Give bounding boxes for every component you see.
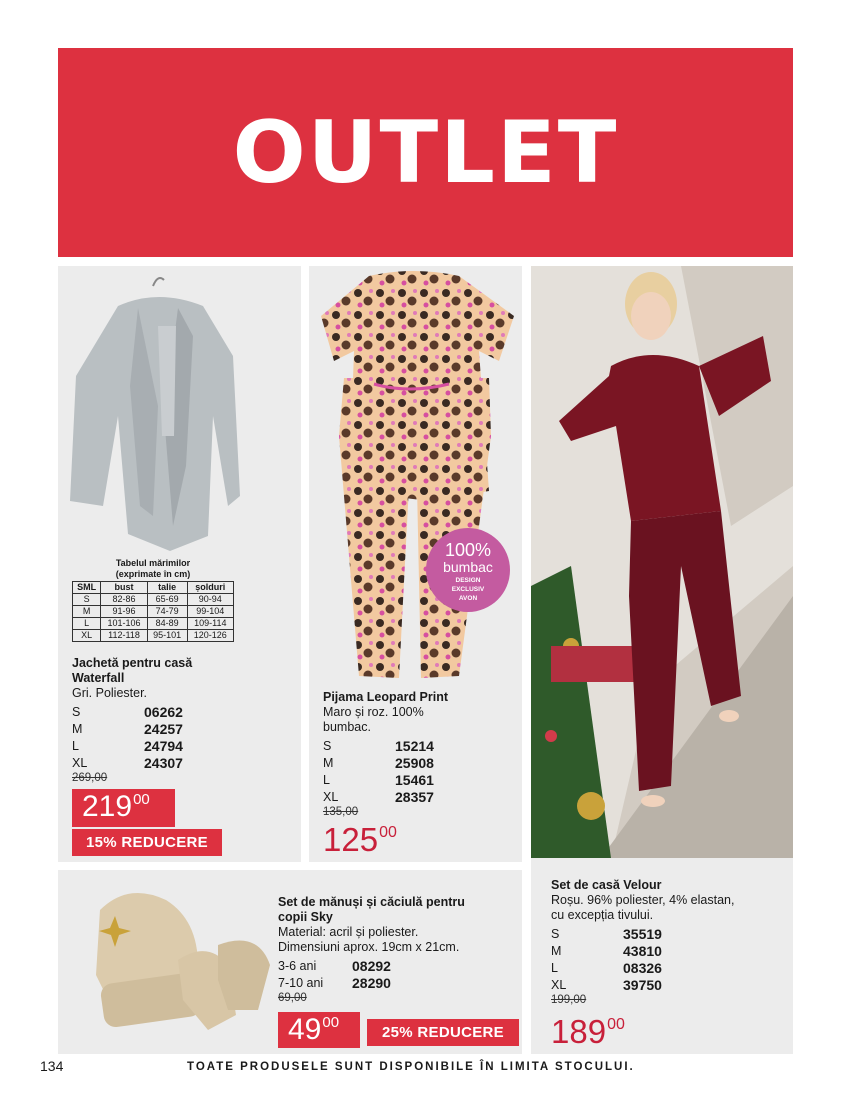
product-code[interactable]: 24257 (144, 721, 183, 737)
old-price: 269,00 (72, 772, 108, 784)
size-label: L (72, 739, 79, 753)
product-panel-pyjama[interactable] (309, 266, 522, 862)
product-name-line-2: copii Sky (278, 910, 333, 924)
velour-photo (531, 266, 793, 858)
size-label: M (72, 722, 83, 736)
product-codes (323, 739, 518, 805)
size-label: XL (72, 756, 88, 770)
product-name-line-1: Set de mănuși și căciulă pentru (278, 895, 465, 909)
size-cell: 74-79 (147, 606, 187, 618)
product-panel-velour[interactable] (531, 858, 793, 1054)
discount-badge: 15% REDUCERE (72, 829, 222, 856)
pyjama-info (323, 690, 518, 820)
old-price: 199,00 (551, 994, 587, 1006)
size-cell: 112-118 (101, 630, 147, 642)
product-code[interactable]: 15214 (395, 738, 434, 754)
product-description-line-2: bumbac. (323, 720, 371, 734)
product-name: Pijama Leopard Print (323, 690, 449, 704)
size-label: XL (323, 790, 339, 804)
kids-set-info (278, 895, 518, 1006)
product-codes (278, 959, 518, 991)
pyjama-photo (309, 266, 522, 686)
price-tag (72, 789, 175, 827)
size-table-header: talie (147, 582, 187, 594)
size-label: S (72, 705, 81, 719)
price-decimal: 00 (607, 1016, 625, 1033)
size-label: S (323, 739, 332, 753)
product-codes (72, 705, 272, 771)
size-table (72, 558, 234, 642)
product-codes (551, 927, 787, 993)
product-name: Set de casă Velour (551, 878, 662, 892)
product-description-line-1: Roșu. 96% poliester, 4% elastan, (551, 893, 735, 907)
product-code[interactable]: 15461 (395, 772, 434, 788)
price-decimal: 00 (133, 791, 150, 808)
size-cell: 101-106 (101, 618, 147, 630)
price-integer: 49 (288, 1013, 322, 1046)
price-decimal: 00 (322, 1014, 340, 1031)
velour-info (551, 878, 787, 1008)
size-label: L (323, 773, 330, 787)
price-tag (551, 1014, 625, 1050)
product-name-line-1: Jachetă pentru casă (72, 656, 193, 670)
product-code[interactable]: 24307 (144, 755, 183, 771)
price-tag (323, 822, 397, 858)
product-code[interactable]: 28290 (352, 975, 391, 991)
product-photo-velour[interactable] (531, 266, 793, 858)
badge-percent: 100% (444, 540, 492, 560)
product-name-line-2: Waterfall (72, 671, 125, 685)
size-cell: 91-96 (101, 606, 147, 618)
size-label: S (551, 927, 560, 941)
badge-note-2: EXCLUSIV (451, 586, 485, 593)
outlet-banner (58, 48, 793, 257)
size-table-header: bust (101, 582, 147, 594)
size-cell: M (73, 606, 101, 618)
price-integer: 219 (82, 790, 133, 823)
product-description-line-2: Dimensiuni aprox. 19cm x 21cm. (278, 940, 460, 954)
product-code[interactable]: 35519 (623, 926, 662, 942)
product-description-line-1: Maro și roz. 100% (323, 705, 424, 719)
product-code[interactable]: 39750 (623, 977, 662, 993)
size-label: L (551, 961, 558, 975)
old-price: 135,00 (323, 806, 359, 818)
product-code[interactable]: 25908 (395, 755, 434, 771)
product-code[interactable]: 06262 (144, 704, 183, 720)
product-code[interactable]: 24794 (144, 738, 183, 754)
size-table-header: SML (73, 582, 101, 594)
size-cell: 109-114 (187, 618, 233, 630)
page-number: 134 (40, 1058, 64, 1074)
size-cell: 65-69 (147, 594, 187, 606)
size-table-caption-1: Tabelul mărimilor (115, 558, 191, 568)
size-cell: 99-104 (187, 606, 233, 618)
price-decimal: 00 (379, 824, 397, 841)
size-label: XL (551, 978, 567, 992)
product-code[interactable]: 28357 (395, 789, 434, 805)
banner-title: OUTLET (232, 102, 619, 203)
product-description-line-2: cu excepția tivului. (551, 908, 654, 922)
size-label: 3-6 ani (278, 959, 317, 973)
jacket-photo (58, 266, 301, 556)
product-panel-jacket[interactable] (58, 266, 301, 862)
size-cell: 95-101 (147, 630, 187, 642)
size-table-grid (72, 581, 234, 642)
jacket-info (72, 656, 272, 786)
hat-and-mittens-photo (58, 870, 273, 1054)
cotton-badge (426, 528, 510, 612)
product-code[interactable]: 08326 (623, 960, 662, 976)
size-cell: 90-94 (187, 594, 233, 606)
size-cell: S (73, 594, 101, 606)
size-cell: 82-86 (101, 594, 147, 606)
product-description: Gri. Poliester. (72, 686, 148, 700)
size-cell: L (73, 618, 101, 630)
size-table-header: șolduri (187, 582, 233, 594)
size-label: M (323, 756, 334, 770)
old-price: 69,00 (278, 992, 307, 1004)
size-cell: XL (73, 630, 101, 642)
size-table-caption-2: (exprimate în cm) (115, 569, 191, 579)
price-integer: 125 (323, 821, 379, 858)
size-cell: 120-126 (187, 630, 233, 642)
badge-material: bumbac (443, 559, 493, 575)
badge-note-1: DESIGN (455, 577, 481, 584)
size-cell: 84-89 (147, 618, 187, 630)
product-code[interactable]: 08292 (352, 958, 391, 974)
badge-note-3: AVON (458, 595, 478, 602)
product-description-line-1: Material: acril și poliester. (278, 925, 419, 939)
size-label: M (551, 944, 562, 958)
price-integer: 189 (551, 1013, 607, 1050)
discount-badge: 25% REDUCERE (367, 1019, 519, 1046)
stock-disclaimer: TOATE PRODUSELE SUNT DISPONIBILE ÎN LIMITA STOCULUI. (187, 1061, 635, 1073)
product-panel-kids-set[interactable] (58, 870, 522, 1054)
size-label: 7-10 ani (278, 976, 324, 990)
price-tag (278, 1012, 360, 1048)
product-code[interactable]: 43810 (623, 943, 662, 959)
